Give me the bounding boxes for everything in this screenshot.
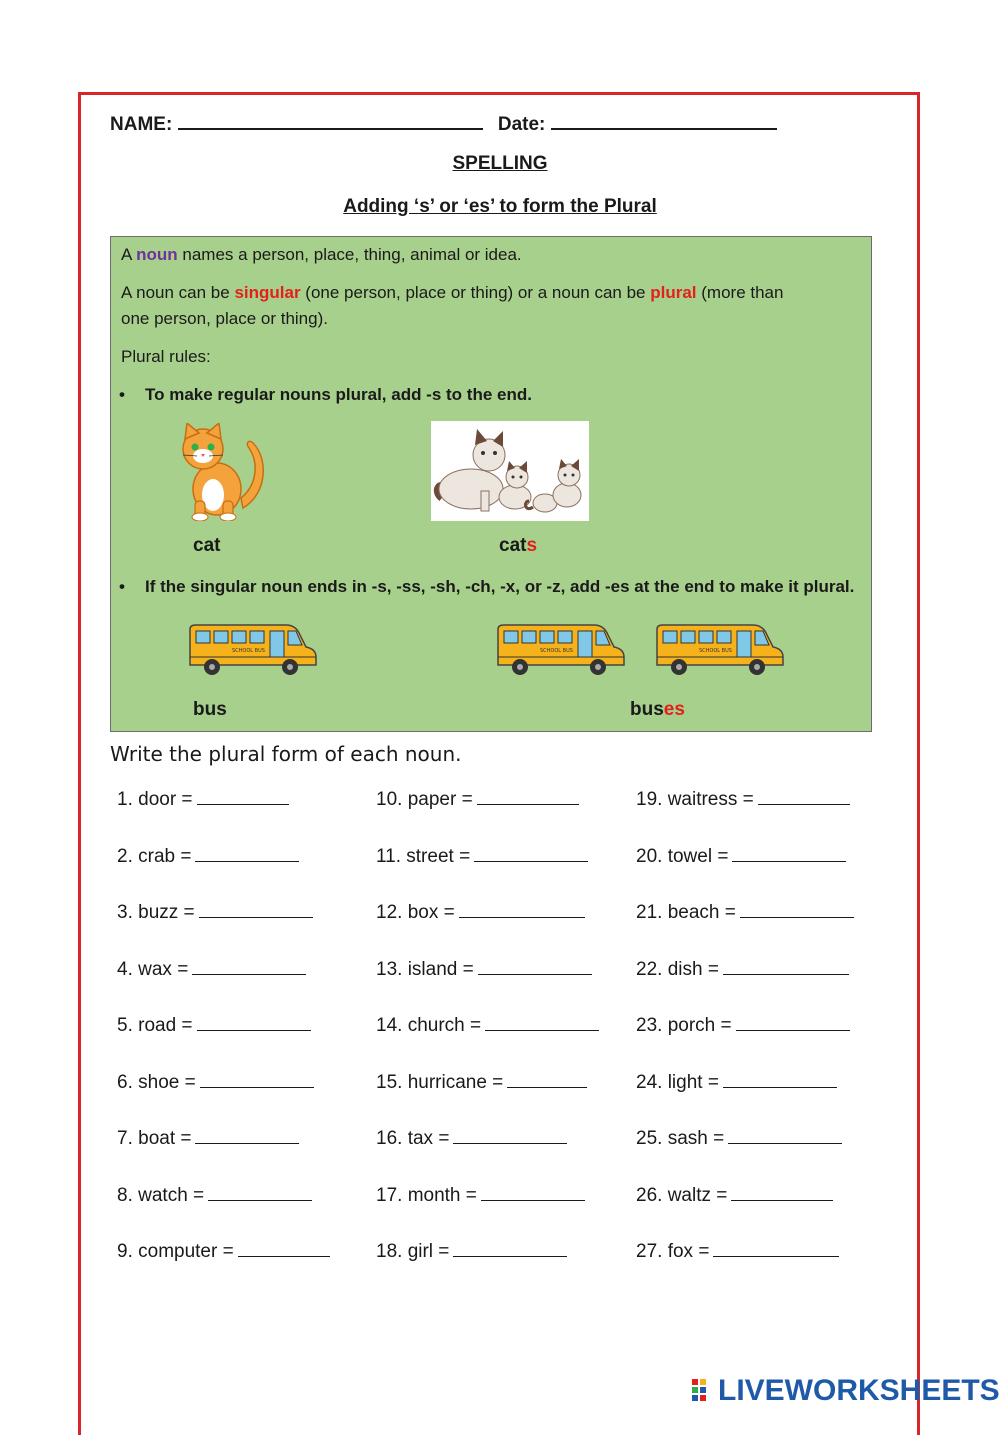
answer-blank[interactable] bbox=[478, 956, 592, 975]
question-item bbox=[117, 1182, 312, 1207]
question-item bbox=[636, 1238, 839, 1263]
question-label: 1. door = bbox=[117, 789, 193, 810]
question-item bbox=[376, 786, 579, 811]
answer-blank[interactable] bbox=[208, 1182, 312, 1201]
question-label: 11. street = bbox=[376, 845, 471, 867]
question-item bbox=[376, 1012, 599, 1037]
cat-illustration bbox=[173, 423, 269, 521]
date-label: Date: bbox=[497, 114, 546, 135]
suffix-es: es bbox=[663, 699, 685, 720]
question-label: 26. waltz = bbox=[636, 1184, 728, 1206]
question-item bbox=[376, 1238, 567, 1263]
answer-blank[interactable] bbox=[453, 1125, 567, 1144]
question-item bbox=[376, 899, 585, 924]
question-item bbox=[636, 1069, 837, 1094]
answer-blank[interactable] bbox=[736, 1012, 850, 1031]
example-buses: buses bbox=[630, 699, 685, 720]
answer-blank[interactable] bbox=[200, 1069, 314, 1088]
liveworksheets-logo bbox=[692, 1374, 1000, 1408]
question-item bbox=[636, 1182, 833, 1207]
question-item bbox=[636, 899, 854, 924]
question-item bbox=[117, 1125, 299, 1150]
question-label: 15. hurricane = bbox=[376, 1071, 504, 1093]
answer-blank[interactable] bbox=[481, 1182, 585, 1201]
plural-highlight: plural bbox=[650, 283, 697, 302]
question-label: 20. towel = bbox=[636, 845, 729, 867]
question-label: 9. computer = bbox=[117, 1241, 234, 1262]
question-item bbox=[376, 956, 592, 981]
question-label: 18. girl = bbox=[376, 1241, 450, 1262]
bus-illustration-3 bbox=[653, 623, 785, 677]
answer-blank[interactable] bbox=[485, 1012, 599, 1031]
question-item bbox=[117, 786, 289, 811]
question-item bbox=[117, 956, 306, 981]
question-label: 5. road = bbox=[117, 1015, 193, 1036]
instruction: Write the plural form of each noun. bbox=[110, 742, 462, 766]
question-label: 23. porch = bbox=[636, 1015, 732, 1036]
date-field[interactable] bbox=[551, 112, 777, 130]
question-label: 7. boat = bbox=[117, 1128, 192, 1149]
bus-illustration-2 bbox=[494, 623, 626, 677]
answer-blank[interactable] bbox=[723, 1069, 837, 1088]
rules-box bbox=[110, 236, 872, 732]
answer-blank[interactable] bbox=[474, 843, 588, 862]
answer-blank[interactable] bbox=[713, 1238, 839, 1257]
example-bus: bus bbox=[193, 699, 227, 720]
question-label: 6. shoe = bbox=[117, 1071, 196, 1093]
answer-blank[interactable] bbox=[507, 1069, 587, 1088]
bus-sign: SCHOOL BUS bbox=[540, 648, 573, 654]
rule-1: • To make regular nouns plural, add -s to the end. bbox=[119, 385, 532, 404]
question-label: 3. buzz = bbox=[117, 902, 195, 923]
question-item bbox=[117, 843, 299, 868]
question-label: 22. dish = bbox=[636, 958, 719, 980]
question-label: 24. light = bbox=[636, 1071, 719, 1093]
noun-definition: A noun names a person, place, thing, animal or idea. bbox=[121, 245, 522, 264]
header-line bbox=[110, 112, 777, 136]
bus-sign: SCHOOL BUS bbox=[699, 648, 732, 654]
question-label: 8. watch = bbox=[117, 1184, 205, 1206]
question-item bbox=[376, 1125, 567, 1150]
question-label: 19. waitress = bbox=[636, 789, 754, 810]
question-item bbox=[117, 1069, 314, 1094]
suffix-s: s bbox=[526, 535, 538, 556]
answer-blank[interactable] bbox=[238, 1238, 330, 1257]
question-label: 16. tax = bbox=[376, 1128, 450, 1149]
question-label: 13. island = bbox=[376, 958, 474, 980]
noun-highlight: noun bbox=[136, 245, 178, 264]
question-label: 17. month = bbox=[376, 1184, 477, 1206]
question-label: 4. wax = bbox=[117, 958, 189, 980]
singular-plural-definition: A noun can be singular (one person, place or thing) or a noun can be plural (more than one person, place or thing). bbox=[121, 283, 784, 328]
question-label: 14. church = bbox=[376, 1015, 482, 1036]
question-item bbox=[117, 1238, 330, 1263]
answer-blank[interactable] bbox=[459, 899, 585, 918]
name-field[interactable] bbox=[178, 112, 483, 130]
answer-blank[interactable] bbox=[192, 956, 306, 975]
question-item bbox=[117, 899, 313, 924]
answer-blank[interactable] bbox=[758, 786, 850, 805]
logo-text: LIVEWORKSHEETS bbox=[718, 1374, 1000, 1407]
rule-2: • If the singular noun ends in -s, -ss, -sh, -ch, -x, or -z, add -es at the end to make it plural. bbox=[119, 577, 855, 596]
answer-blank[interactable] bbox=[195, 843, 299, 862]
question-label: 2. crab = bbox=[117, 845, 192, 867]
answer-blank[interactable] bbox=[197, 1012, 311, 1031]
bus-sign: SCHOOL BUS bbox=[232, 648, 265, 654]
answer-blank[interactable] bbox=[723, 956, 849, 975]
singular-highlight: singular bbox=[234, 283, 301, 302]
bus-illustration bbox=[186, 623, 318, 677]
answer-blank[interactable] bbox=[731, 1182, 833, 1201]
question-label: 12. box = bbox=[376, 902, 455, 923]
answer-blank[interactable] bbox=[199, 899, 313, 918]
question-item bbox=[376, 1182, 585, 1207]
answer-blank[interactable] bbox=[453, 1238, 567, 1257]
answer-blank[interactable] bbox=[197, 786, 289, 805]
question-item bbox=[376, 1069, 587, 1094]
question-label: 27. fox = bbox=[636, 1241, 710, 1262]
answer-blank[interactable] bbox=[740, 899, 854, 918]
question-item bbox=[376, 843, 588, 868]
answer-blank[interactable] bbox=[732, 843, 846, 862]
logo-icon bbox=[692, 1379, 714, 1403]
question-label: 25. sash = bbox=[636, 1128, 725, 1149]
page-title: SPELLING bbox=[452, 153, 548, 174]
page-subtitle: Adding ‘s’ or ‘es’ to form the Plural bbox=[343, 196, 657, 217]
question-item bbox=[636, 1125, 842, 1150]
question-item bbox=[636, 843, 846, 868]
answer-blank[interactable] bbox=[728, 1125, 842, 1144]
question-item bbox=[636, 956, 849, 981]
answer-blank[interactable] bbox=[477, 786, 579, 805]
name-label: NAME: bbox=[110, 114, 173, 135]
question-label: 21. beach = bbox=[636, 902, 736, 923]
question-item bbox=[636, 1012, 850, 1037]
rules-label: Plural rules: bbox=[121, 347, 211, 366]
example-cat: cat bbox=[193, 535, 221, 556]
question-label: 10. paper = bbox=[376, 789, 473, 810]
cats-illustration bbox=[431, 421, 589, 521]
question-item bbox=[636, 786, 850, 811]
example-cats: cats bbox=[499, 535, 538, 556]
answer-blank[interactable] bbox=[195, 1125, 299, 1144]
question-item bbox=[117, 1012, 311, 1037]
